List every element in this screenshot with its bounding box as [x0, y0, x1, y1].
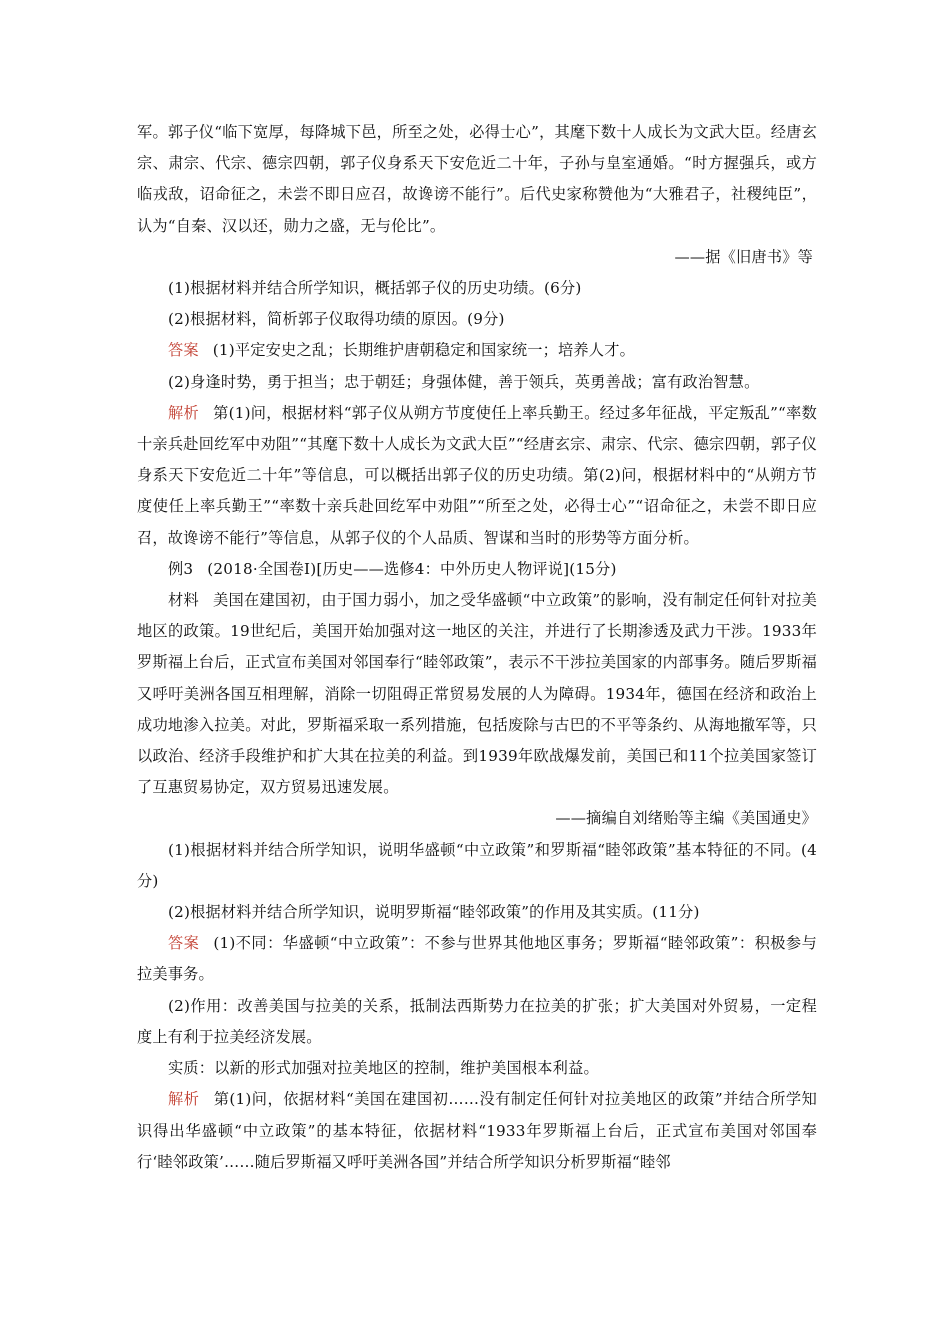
material-guo-ziyi-text: 军。郭子仪“临下宽厚，每降城下邑，所至之处，必得士心”，其麾下数十人成长为文武大臣。经唐玄宗、肃宗、代宗、德宗四朝，郭子仪身系天下安危近二十年，子孙与皇室通婚。“时方握强兵，或方临戎敌，诏命征之，未尝不即日应召，故谗谤不能行”。后代史家称赞他为“大雅君子，社稷纯臣”，认为“自秦、汉以还，勋力之盛，无与伦比”。 [137, 123, 817, 235]
analysis-block-2 [137, 1084, 817, 1178]
material-text: 美国在建国初，由于国力弱小，加之受华盛顿“中立政策”的影响，没有制定任何针对拉美地区的政策。19世纪后，美国开始加强对这一地区的关注，并进行了长期渗透及武力干涉。1933年罗斯福上台后，正式宣布美国对邻国奉行“睦邻政策”，表示不干涉拉美国家的内部事务。随后罗斯福又呼吁美洲各国互相理解，消除一切阻碍正常贸易发展的人为障碍。1934年，德国在经济和政治上成功地渗入拉美。对此，罗斯福采取一系列措施，包括废除与古巴的不平等条约、从海地撤军等，只以政治、经济手段维护和扩大其在拉美的利益。到1939年欧战爆发前，美国已和11个拉美国家签订了互惠贸易协定，双方贸易迅速发展。 [137, 591, 817, 797]
analysis-label-2: 解析 [168, 1090, 200, 1109]
answer-label-2: 答案 [168, 934, 200, 953]
answer-text: (1)平定安史之乱；长期维护唐朝稳定和国家统一；培养人才。 [212, 341, 635, 360]
document-page [137, 117, 817, 1178]
answer-text-4: (2)作用：改善美国与拉美的关系，抵制法西斯势力在拉美的扩张；扩大美国对外贸易，一定程度上有利于拉美经济发展。 [137, 996, 817, 1046]
analysis-text-2: 第(1)问，依据材料“美国在建国初……没有制定任何针对拉美地区的政策”并结合所学知识得出华盛顿“中立政策”的基本特征，依据材料“1933年罗斯福上台后，正式宣布美国对邻国奉行‘睦邻政策’……随后罗斯福又呼吁美洲各国”并结合所学知识分析罗斯福“睦邻 [137, 1090, 817, 1171]
material-block [137, 585, 817, 803]
answer-text-5: 实质：以新的形式加强对拉美地区的控制，维护美国根本利益。 [168, 1059, 599, 1078]
question-4: (2)根据材料并结合所学知识，说明罗斯福“睦邻政策”的作用及其实质。(11分) [168, 903, 700, 922]
source-citation: ——据《旧唐书》等 [674, 247, 813, 266]
material-label: 材料 [168, 591, 199, 610]
example-label: 例3 [168, 559, 194, 578]
answer-label: 答案 [168, 341, 199, 360]
source-citation-2: ——摘编自刘绪贻等主编《美国通史》 [555, 809, 817, 828]
answer-block [137, 335, 817, 366]
analysis-label: 解析 [168, 403, 199, 422]
question-2: (2)根据材料，简析郭子仪取得功绩的原因。(9分) [168, 310, 505, 329]
question-1: (1)根据材料并结合所学知识，概括郭子仪的历史功绩。(6分) [168, 279, 582, 298]
question-3: (1)根据材料并结合所学知识，说明华盛顿“中立政策”和罗斯福“睦邻政策”基本特征的不同。(4分) [137, 840, 817, 890]
answer-block-2 [137, 928, 817, 990]
example-source: (2018·全国卷Ⅰ)[历史——选修4：中外历史人物评说](15分) [207, 559, 617, 578]
answer-text-2: (2)身逢时势，勇于担当；忠于朝廷；身强体健，善于领兵，英勇善战；富有政治智慧。 [168, 372, 760, 391]
example-heading [137, 554, 817, 585]
answer-text-3: (1)不同：华盛顿“中立政策”：不参与世界其他地区事务；罗斯福“睦邻政策”：积极参与拉美事务。 [137, 934, 817, 984]
analysis-text: 第(1)问，根据材料“郭子仪从朔方节度使任上率兵勤王。经过多年征战，平定叛乱”“率数十亲兵赴回纥军中劝阻”“其麾下数十人成长为文武大臣”“经唐玄宗、肃宗、代宗、德宗四朝，郭子仪身系天下安危近二十年”等信息，可以概括出郭子仪的历史功绩。第(2)问，根据材料中的“从朔方节度使任上率兵勤王”“率数十亲兵赴回纥军中劝阻”“所至之处，必得士心”“诏命征之，未尝不即日应召，故谗谤不能行”等信息，从郭子仪的个人品质、智谋和当时的形势等方面分析。 [137, 403, 817, 547]
analysis-block [137, 398, 817, 554]
